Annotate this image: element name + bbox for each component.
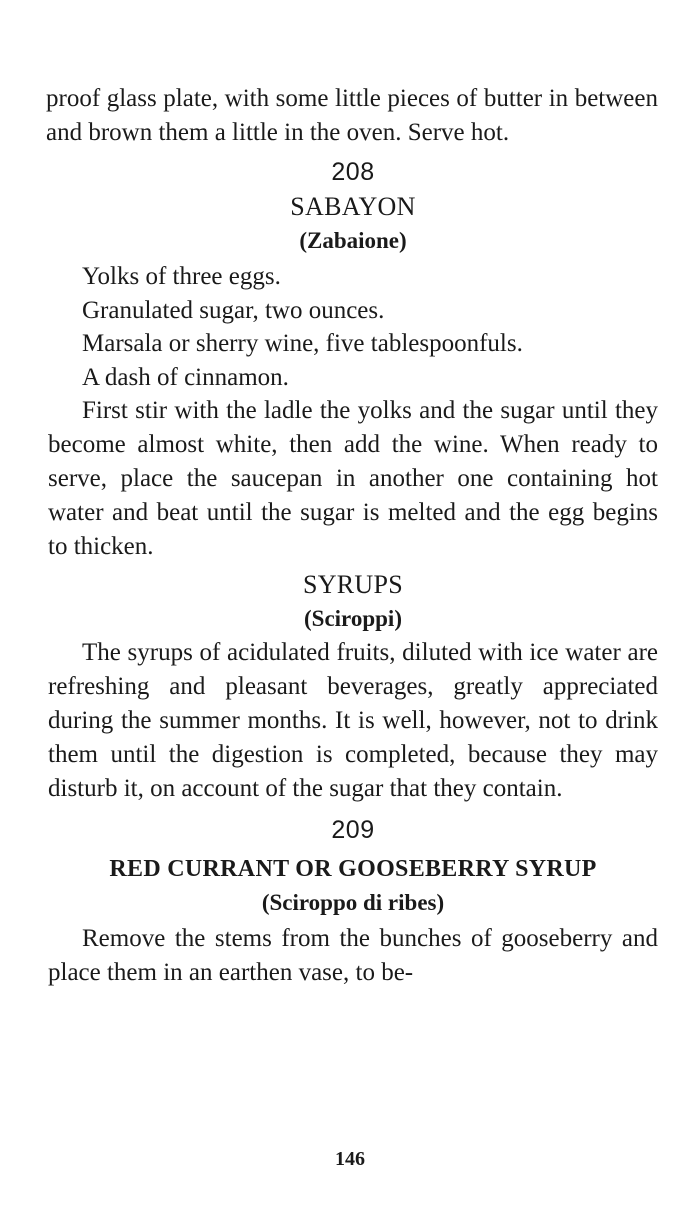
recipe-number: 209 <box>331 816 375 844</box>
ingredient-item: A dash of cinnamon. <box>82 363 289 391</box>
section-title: SYRUPS <box>302 570 404 599</box>
recipe-number: 208 <box>331 158 375 186</box>
page-number: 146 <box>335 1148 365 1170</box>
recipe-paragraph: Remove the stems from the bunches of gooseberry and place them in an earthen vase, to be- <box>48 925 658 986</box>
ingredient-item: Marsala or sherry wine, five tablespoonfuls. <box>82 330 523 357</box>
ingredient-item: Yolks of three eggs. <box>82 263 281 290</box>
recipe-subtitle: (Sciroppo di ribes) <box>261 890 445 915</box>
section-subtitle: (Sciroppi) <box>304 606 402 631</box>
recipe-title: RED CURRANT OR GOOSEBERRY SYRUP <box>109 856 597 882</box>
recipe-subtitle: (Zabaione) <box>299 228 407 253</box>
ingredient-item: Granulated sugar, two ounces. <box>82 296 385 324</box>
intro-paragraph: proof glass plate, with some little pieces of butter in between and brown them a little in the oven. Serve hot. <box>46 85 658 146</box>
page-content <box>48 82 658 990</box>
ingredient-list <box>48 260 658 394</box>
recipe-title: SABAYON <box>290 192 416 221</box>
section-paragraph: The syrups of acidulated fruits, diluted with ice water are refreshing and pleasant beverages, greatly appreciated during the summer months. It is well, however, not to drink them until the digestion is completed, because they may disturb it, on account of the sugar that they contain. <box>48 639 658 802</box>
recipe-method: First stir with the ladle the yolks and the sugar until they become almost white, then add the wine. When ready to serve, place the saucepan in another one containing hot water and beat until the sugar is melted and the egg begins to thicken. <box>48 397 658 560</box>
